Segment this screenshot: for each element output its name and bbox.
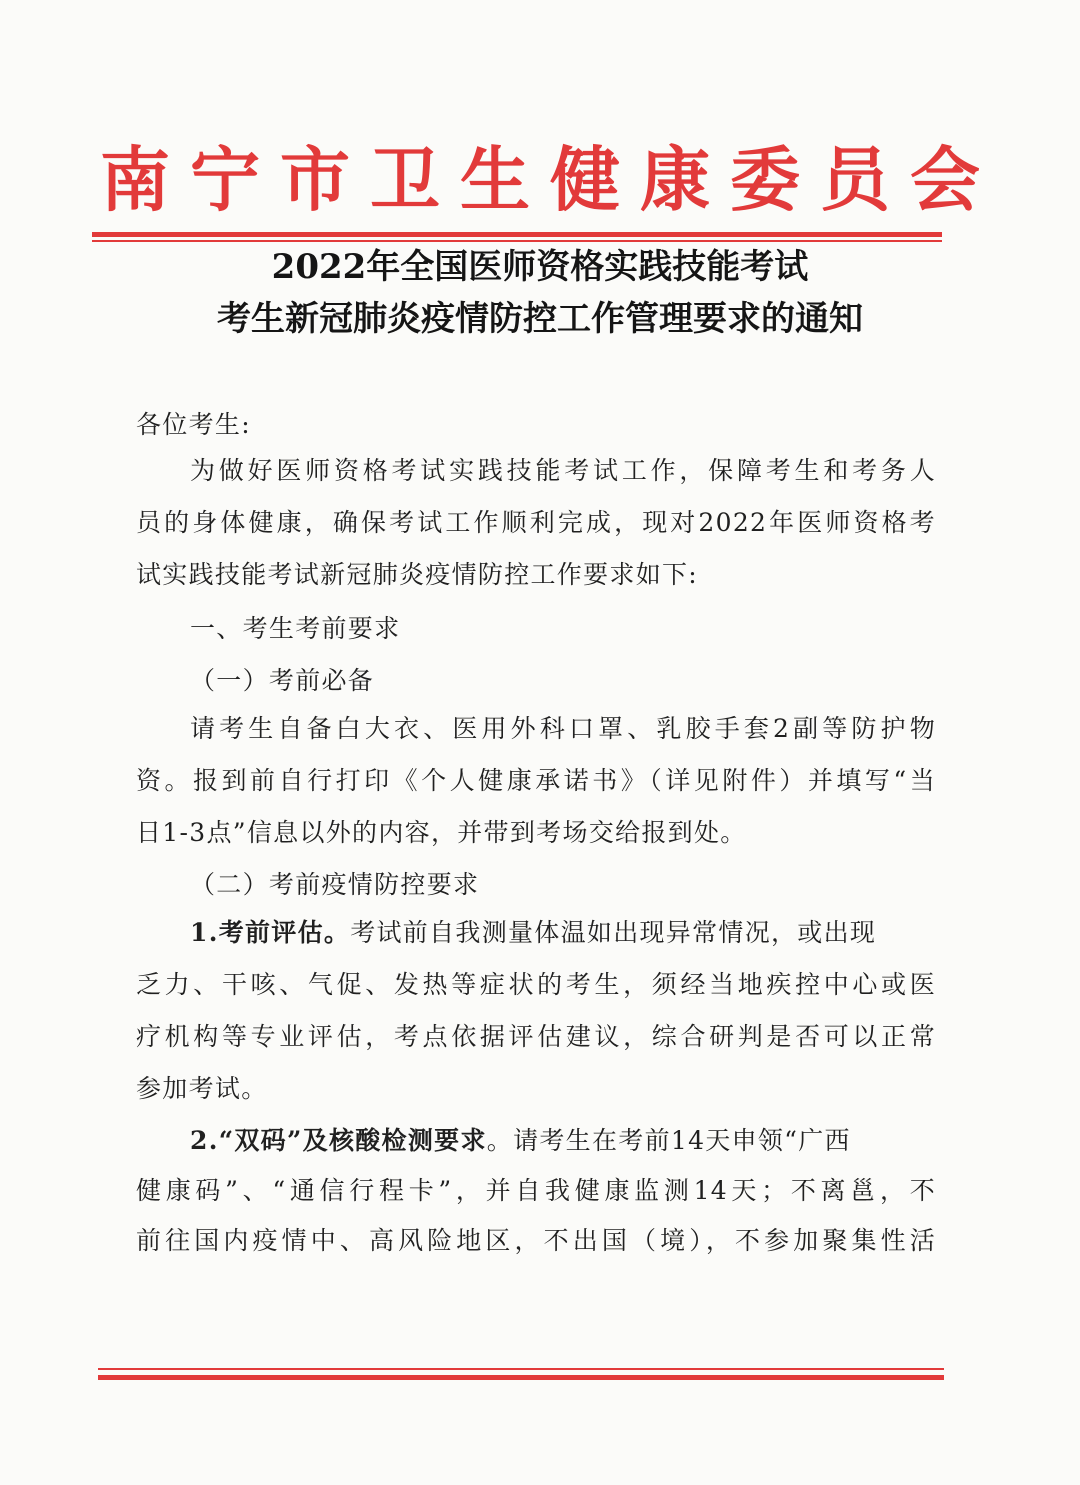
item-1-line-1-text: 考试前自我测量体温如出现异常情况，或出现 xyxy=(350,918,877,947)
intro-line-2: 员的身体健康，确保考试工作顺利完成，现对2022年医师资格考 xyxy=(136,508,936,537)
item-2-line-1 xyxy=(190,1122,936,1160)
issuing-organization-header: 南宁市卫生健康委员会 xyxy=(100,138,1000,221)
header-red-rule-thin xyxy=(92,240,942,242)
salutation: 各位考生: xyxy=(136,410,251,439)
subsection-1-line-1: 请考生自备白大衣、医用外科口罩、乳胶手套2副等防护物 xyxy=(190,714,936,743)
header-red-rule-thick xyxy=(92,232,942,237)
item-1-line-3: 疗机构等专业评估，考点依据评估建议，综合研判是否可以正常 xyxy=(136,1022,936,1051)
intro-line-1: 为做好医师资格考试实践技能考试工作，保障考生和考务人 xyxy=(190,456,936,485)
item-1-line-2: 乏力、干咳、气促、发热等症状的考生，须经当地疾控中心或医 xyxy=(136,970,936,999)
item-2-line-1-text: 。请考生在考前14天申领“广西 xyxy=(486,1126,851,1155)
footer-red-rule-thin xyxy=(98,1368,944,1370)
document-title-line-1: 2022年全国医师资格实践技能考试 xyxy=(271,247,809,287)
item-1-line-1 xyxy=(190,914,936,952)
item-1-line-4: 参加考试。 xyxy=(136,1074,268,1103)
intro-line-3: 试实践技能考试新冠肺炎疫情防控工作要求如下: xyxy=(136,560,699,589)
item-2-line-3: 前往国内疫情中、高风险地区，不出国（境），不参加聚集性活 xyxy=(136,1226,936,1255)
subsection-2-heading: （二）考前疫情防控要求 xyxy=(190,870,480,899)
section-1-heading: 一、考生考前要求 xyxy=(190,614,401,643)
document-title-line-2: 考生新冠肺炎疫情防控工作管理要求的通知 xyxy=(217,299,863,339)
item-2-label: 2.“双码”及核酸检测要求 xyxy=(190,1126,487,1155)
subsection-1-line-3: 日1-3点”信息以外的内容，并带到考场交给报到处。 xyxy=(136,818,747,847)
footer-red-rule-thick xyxy=(98,1375,944,1380)
subsection-1-line-2: 资。报到前自行打印《个人健康承诺书》（详见附件）并填写“当 xyxy=(136,766,936,795)
subsection-1-heading: （一）考前必备 xyxy=(190,666,375,695)
item-2-line-2: 健康码”、“通信行程卡”，并自我健康监测14天；不离邕，不 xyxy=(136,1176,936,1205)
item-1-label: 1.考前评估。 xyxy=(190,918,351,947)
